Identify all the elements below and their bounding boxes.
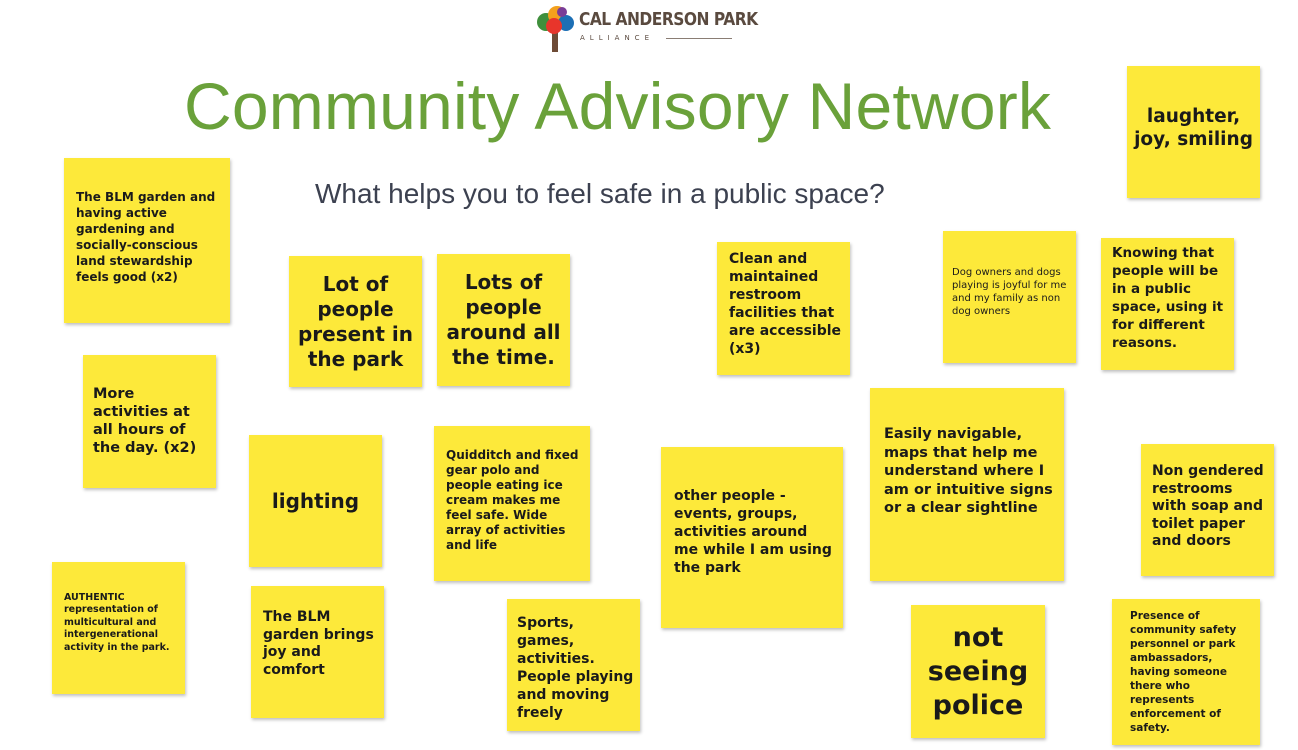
note-text: The BLM garden and having active gardening and socially-conscious land stewardship feels good (x2) bbox=[76, 189, 216, 284]
note-text: Non gendered restrooms with soap and toilet paper and doors bbox=[1152, 463, 1264, 550]
sticky-note-lot-of-people[interactable] bbox=[289, 256, 422, 387]
prompt-question: What helps you to feel safe in a public space? bbox=[315, 178, 885, 209]
sticky-note-sports-games[interactable] bbox=[507, 599, 640, 731]
sticky-note-blm-garden-joy[interactable] bbox=[251, 586, 384, 718]
sticky-note-laughter[interactable] bbox=[1127, 66, 1260, 198]
page-title: Community Advisory Network bbox=[184, 69, 1052, 143]
note-text: Clean and maintained restroom facilities that are accessible (x3) bbox=[729, 250, 842, 357]
note-text: Knowing that people will be in a public space, using it for different reasons. bbox=[1112, 245, 1224, 351]
note-text: Lots of people around all the time. bbox=[446, 270, 561, 369]
sticky-note-lots-of-people-around[interactable] bbox=[437, 254, 570, 386]
sticky-note-non-gendered[interactable] bbox=[1141, 444, 1274, 576]
sticky-note-other-people[interactable] bbox=[661, 447, 843, 628]
logo-rule bbox=[666, 38, 732, 39]
note-text: Dog owners and dogs playing is joyful for me and my family as non dog owners bbox=[952, 267, 1067, 317]
note-text: The BLM garden brings joy and comfort bbox=[263, 609, 374, 678]
note-text: Presence of community safety personnel or park ambassadors, having someone there who represents enforcement of safety. bbox=[1130, 610, 1237, 734]
logo-subtitle: ALLIANCE bbox=[580, 34, 654, 42]
note-text: More activities at all hours of the day. (x2) bbox=[93, 385, 197, 456]
sticky-note-more-activities[interactable] bbox=[83, 355, 216, 488]
note-text: not seeing police bbox=[927, 621, 1029, 721]
note-text: Sports, games, activities. People playing and moving freely bbox=[517, 615, 634, 721]
sticky-note-lighting[interactable] bbox=[249, 435, 382, 567]
tree-logo-icon bbox=[536, 4, 578, 54]
sticky-note-blm-garden-active[interactable] bbox=[64, 158, 230, 323]
note-text: lighting bbox=[271, 488, 360, 513]
cal-anderson-park-logo bbox=[536, 4, 758, 54]
note-text: Quidditch and fixed gear polo and people eating ice cream makes me feel safe. Wide array of activities and life bbox=[446, 448, 579, 552]
note-text: Lot of people present in the park bbox=[297, 271, 414, 371]
sticky-note-knowing-public-space[interactable] bbox=[1101, 238, 1234, 370]
sticky-note-clean-restrooms[interactable] bbox=[717, 242, 850, 375]
sticky-note-not-seeing-police[interactable] bbox=[911, 605, 1045, 738]
note-text: Easily navigable, maps that help me understand where I am or intuitive signs or a clear sightline bbox=[884, 426, 1053, 517]
note-text: other people - events, groups, activities around me while I am using the park bbox=[674, 487, 832, 576]
sticky-note-quidditch[interactable] bbox=[434, 426, 590, 581]
sticky-note-presence-safety[interactable] bbox=[1112, 599, 1260, 745]
logo-name: CAL ANDERSON PARK bbox=[579, 9, 758, 30]
sticky-note-authentic[interactable] bbox=[52, 562, 185, 694]
note-text: laughter, joy, smiling bbox=[1134, 106, 1253, 150]
note-text: AUTHENTIC representation of multicultural and intergenerational activity in the park. bbox=[64, 591, 170, 653]
sticky-note-dog-owners[interactable] bbox=[943, 231, 1076, 363]
sticky-note-easily-navigable[interactable] bbox=[870, 388, 1064, 581]
